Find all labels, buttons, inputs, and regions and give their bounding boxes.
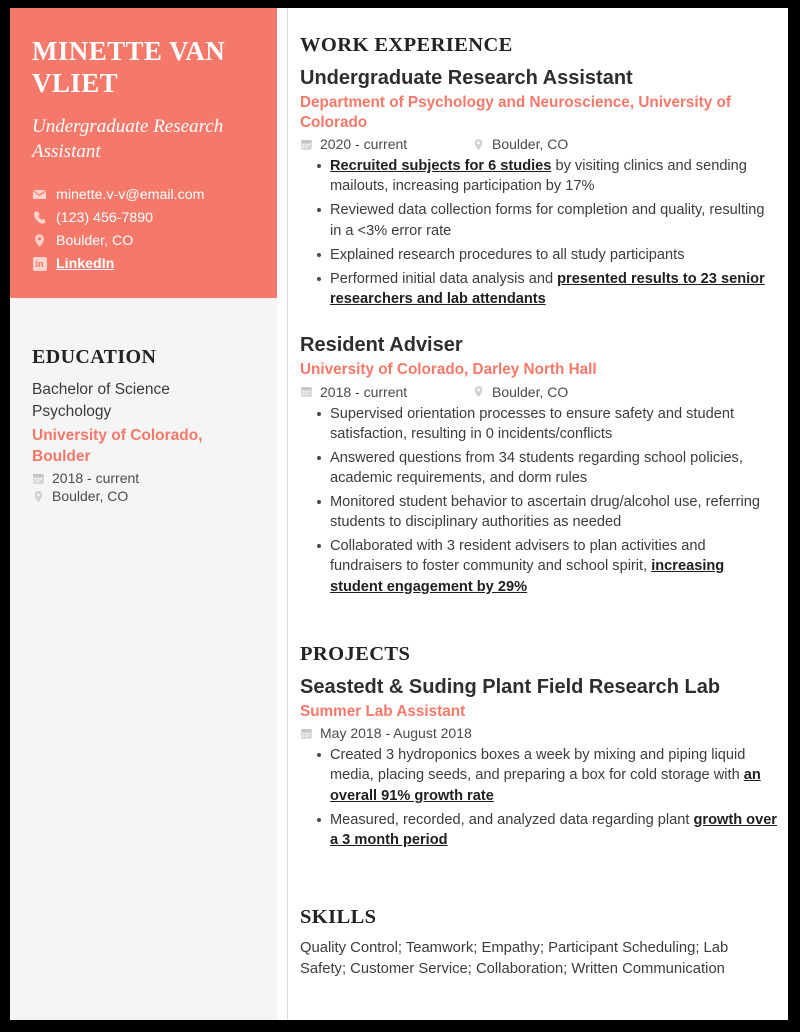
section-gap	[300, 617, 778, 643]
list-item: Recruited subjects for 6 studies by visiting clinics and sending mailouts, increasing participation by 17%	[317, 156, 778, 196]
education-school: University of Colorado, Boulder	[32, 427, 203, 466]
contact-location	[32, 233, 255, 249]
work-entry-title: Resident Adviser	[300, 334, 463, 357]
list-item: Measured, recorded, and analyzed data regarding plant growth over a 3 month period	[317, 810, 778, 850]
linkedin-icon: in	[32, 256, 47, 271]
education-degree: Bachelor of Science	[32, 381, 170, 398]
section-gap	[300, 870, 778, 906]
education-heading: EDUCATION	[32, 346, 157, 368]
contact-phone	[32, 210, 255, 226]
work-entry-location-label: Boulder, CO	[492, 136, 569, 153]
list-item: Reviewed data collection forms for completion and quality, resulting in a <3% error rate	[317, 200, 778, 240]
list-item: Explained research procedures to all study participants	[317, 245, 778, 265]
education-location-label: Boulder, CO	[52, 488, 129, 505]
work-entry-location-label: Boulder, CO	[492, 383, 569, 400]
education-dates-label: 2018 - current	[52, 470, 140, 487]
list-item: Performed initial data analysis and presented results to 23 senior researchers and lab attendants	[317, 269, 778, 309]
work-entry-location	[472, 384, 568, 400]
contact-email	[32, 187, 255, 203]
list-item: Supervised orientation processes to ensure safety and student satisfaction, resulting in 0 incidents/conflicts	[317, 404, 778, 444]
work-entry-meta	[300, 136, 778, 152]
work-entry-dates	[300, 136, 472, 152]
sidebar-header	[10, 8, 277, 298]
contact-email-label: minette.v-v@email.com	[56, 186, 205, 203]
location-pin-icon	[472, 385, 485, 398]
education-location	[32, 488, 255, 504]
contact-linkedin[interactable]	[32, 256, 255, 272]
list-item: Created 3 hydroponics boxes a week by mixing and piping liquid media, placing seeds, and preparing a box for cold storage with an overall 91% growth rate	[317, 745, 778, 805]
project-entry-bullets	[300, 745, 778, 850]
list-item: Collaborated with 3 resident advisers to plan activities and fundraisers to foster community and school spirit, increasing student engagement by 29%	[317, 536, 778, 596]
education-dates	[32, 470, 255, 486]
candidate-name: MINETTE VAN VLIET	[32, 36, 226, 98]
work-entry-title: Undergraduate Research Assistant	[300, 67, 633, 89]
project-entry-title: Seastedt & Suding Plant Field Research Lab	[300, 675, 721, 698]
sidebar	[10, 8, 277, 1020]
calendar-icon	[300, 727, 313, 740]
project-entry-meta	[300, 725, 778, 741]
location-pin-icon	[32, 490, 45, 503]
work-entry-organization: University of Colorado, Darley North Hall	[300, 361, 597, 379]
calendar-icon	[300, 385, 313, 398]
contact-location-label: Boulder, CO	[56, 232, 134, 249]
work-entry-bullets	[300, 156, 778, 309]
location-pin-icon	[472, 138, 485, 151]
candidate-job-title: Undergraduate Research Assistant	[32, 115, 224, 163]
resume-page	[10, 8, 788, 1020]
calendar-icon	[300, 138, 313, 151]
projects-heading: PROJECTS	[300, 642, 411, 665]
work-entry-organization: Department of Psychology and Neuroscience, University of Colorado	[300, 94, 731, 131]
skills-heading: SKILLS	[300, 905, 377, 928]
envelope-icon	[32, 187, 47, 202]
contact-list	[32, 187, 255, 272]
project-entry-role: Summer Lab Assistant	[300, 702, 466, 720]
skills-text: Quality Control; Teamwork; Empathy; Participant Scheduling; Lab Safety; Customer Service; Collaboration; Written Communication	[300, 939, 729, 977]
work-entry-dates	[300, 384, 472, 400]
work-entry-bullets	[300, 404, 778, 597]
main-column	[300, 8, 778, 1020]
work-entry-location	[472, 136, 568, 152]
column-divider	[287, 8, 288, 1020]
work-entry-dates-label: 2020 - current	[320, 136, 408, 153]
work-entry	[300, 66, 778, 309]
phone-icon	[32, 210, 47, 225]
project-entry-dates-label: May 2018 - August 2018	[320, 725, 472, 742]
contact-phone-label: (123) 456-7890	[56, 209, 154, 226]
work-entry	[300, 333, 778, 597]
work-entry-meta	[300, 384, 778, 400]
location-pin-icon	[32, 233, 47, 248]
work-experience-heading: WORK EXPERIENCE	[300, 34, 513, 56]
calendar-icon	[32, 472, 45, 485]
education-section	[10, 318, 277, 504]
list-item: Monitored student behavior to ascertain drug/alcohol use, referring students to disciplinary authorities as needed	[317, 492, 778, 532]
list-item: Answered questions from 34 students regarding school policies, academic requirements, and dorm rules	[317, 448, 778, 488]
project-entry-dates	[300, 725, 472, 741]
work-entry-dates-label: 2018 - current	[320, 383, 408, 400]
contact-linkedin-label[interactable]: LinkedIn	[56, 255, 115, 272]
project-entry	[300, 675, 778, 850]
education-field: Psychology	[32, 403, 112, 420]
